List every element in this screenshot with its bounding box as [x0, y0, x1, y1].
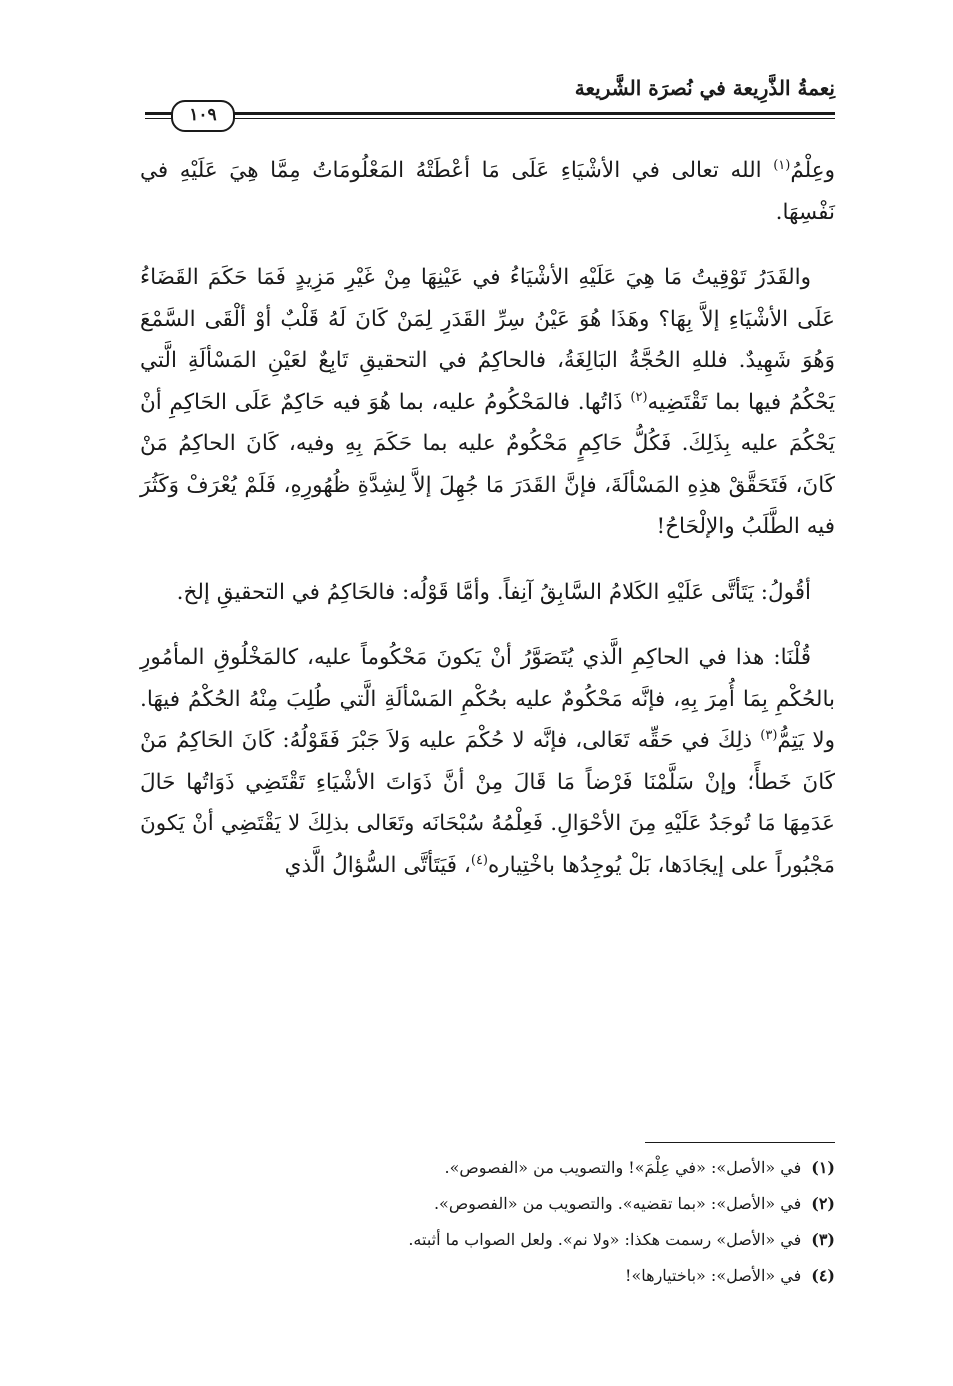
paragraph-2-text-b: ذَاتُها. فالمَحْكُومُ عليه، بما هُوَ فيه حَاكِمٌ عَلَى الحَاكِمِ أنْ يَحْكُمَ عليه بِذَلِكَ. فَكُلُّ حَاكِمٍ مَحْكُومٌ عليه بما حَكَمَ بِهِ وفيه، كَانَ الحاكِمُ مَنْ كَانَ، فَتَحَقَّقْ هذِهِ المَسْألَةَ، فإنَّ القَدَرَ مَا جُهِلَ إلاَّ لِشِدَّةِ ظُهُورِهِ، فَلَمْ يُعْرَفْ وَكَثُرَ فيه الطَّلَبُ والإلْحَاحُ! [140, 389, 835, 539]
footnote-4-number: (٤) [811, 1266, 835, 1285]
paragraph-1 [140, 150, 835, 233]
book-title: نِعمةُ الذَّرِيعة في نُصرَة الشَّريعة [574, 76, 835, 100]
footnotes [140, 1150, 835, 1294]
footnote-3 [140, 1222, 835, 1258]
paragraph-3: أقُولُ: يَتَأتَّى عَلَيْهِ الكَلامُ السَّابِقُ آنِفاً. وأمَّا قَوْلُه: فالحَاكِمُ في التحقيقِ إلخ. [176, 579, 811, 605]
paragraph-1-text-a: وعِلْمُ [790, 158, 835, 183]
footnote-3-text: في «الأصل» رسمت هكذا: «ولا نم». ولعل الصواب ما أثبته. [408, 1230, 802, 1249]
paragraph-4-text-c: ، فَيَتَأتَّى السُّؤالُ الَّذي [284, 852, 471, 878]
footnote-3-number: (٣) [811, 1230, 835, 1249]
paragraph-1-text-b: الله تعالى في الأشْيَاءِ عَلَى مَا أعْطَتْهُ المَعْلُومَاتُ مِمَّا هِيَ عَلَيْهِ في نَفْسِهَا. [140, 158, 835, 225]
footnote-1-number: (١) [811, 1158, 835, 1177]
paragraph-4-text-b: ذلِكَ في حَقِّه تَعَالى، فإنَّه لا حُكْمَ عليه وَلاَ جَبْرَ فَقَوْلُهُ: كَانَ الحَاكِمُ مَنْ كَانَ خَطأً؛ وإنْ سَلَّمْنَا فَرْضاً مَا قَالَ مِنْ أنَّ ذَوَاتَ الأشْيَاءِ تَقْتَضِي ذَوَاتُها حَالَ عَدَمِهَا مَا تُوجَدُ عَلَيْهِ مِنَ الأحْوَالِ. فَعِلْمُهُ سُبْحَانَه وتَعَالى بذلِكَ لا يَقْتَضِي أنْ يَكونَ مَجْبُوراً على إيجَادَها، بَلْ يُوجِدُها باخْتِياره [140, 728, 835, 878]
footnote-ref-2: (٢) [630, 389, 648, 405]
footnote-ref-3: (٣) [760, 727, 778, 743]
footnote-ref-4: (٤) [470, 852, 488, 868]
paragraph-4 [140, 637, 835, 886]
footnote-2 [140, 1186, 835, 1222]
footnote-1-text: في «الأصل»: «في عِلْمَ»! والتصويب من «الفصوص». [444, 1158, 802, 1177]
header-rule-thin [145, 118, 835, 119]
main-text [140, 150, 835, 910]
footnote-separator [645, 1142, 835, 1143]
paragraph-4-text-a: قُلْنَا: هذا في الحاكِمِ الَّذي يُتَصَوَّرُ أنْ يَكونَ مَحْكُوماً عليه، كالمَخْلُوقِ المأمُورِ بالحُكْمِ بِمَا أُمِرَ بِهِ، فإنَّه مَحْكُومٌ عليه بحُكْمِ المَسْألَةِ الَّتي طُلِبَ مِنْهُ الحُكْمُ فيهَا. ولا يَتِمُّ [140, 645, 835, 753]
page-number: ١٠٩ [171, 100, 235, 132]
footnote-2-number: (٢) [811, 1194, 835, 1213]
paragraph-2 [140, 257, 835, 548]
footnote-2-text: في «الأصل»: «بما تقضيه». والتصويب من «الفصوص». [433, 1194, 802, 1213]
footnote-4-text: في «الأصل»: «باختيارها»! [625, 1266, 802, 1285]
footnote-ref-1: (١) [773, 157, 791, 173]
paragraph-2-text-a: والقَدَرُ تَوْقِيتُ مَا هِيَ عَلَيْهِ الأشْيَاءُ في عَيْنِهَا مِنْ غَيْرِ مَزِيدٍ فَمَا حَكَمَ القَضَاءُ عَلَى الأشْيَاءِ إلاَّ بِهَا؟ وهَذَا هُوَ عَيْنُ سِرِّ القَدَرِ لِمَنْ كَانَ لَهُ قَلْبٌ أوْ ألْقَى السَّمْعَ وَهُوَ شَهِيدٌ. فللهِ الحُجَّةُ البَالِغَةُ، فالحاكِمُ في التحقيقِ تَابِعٌ لعَيْنِ المَسْألَةِ الَّتي يَحْكُمُ فيها بما تَقْتَضِيه [140, 265, 835, 415]
running-header [145, 70, 835, 130]
footnote-1 [140, 1150, 835, 1186]
footnote-4 [140, 1258, 835, 1294]
header-rule [145, 112, 835, 115]
